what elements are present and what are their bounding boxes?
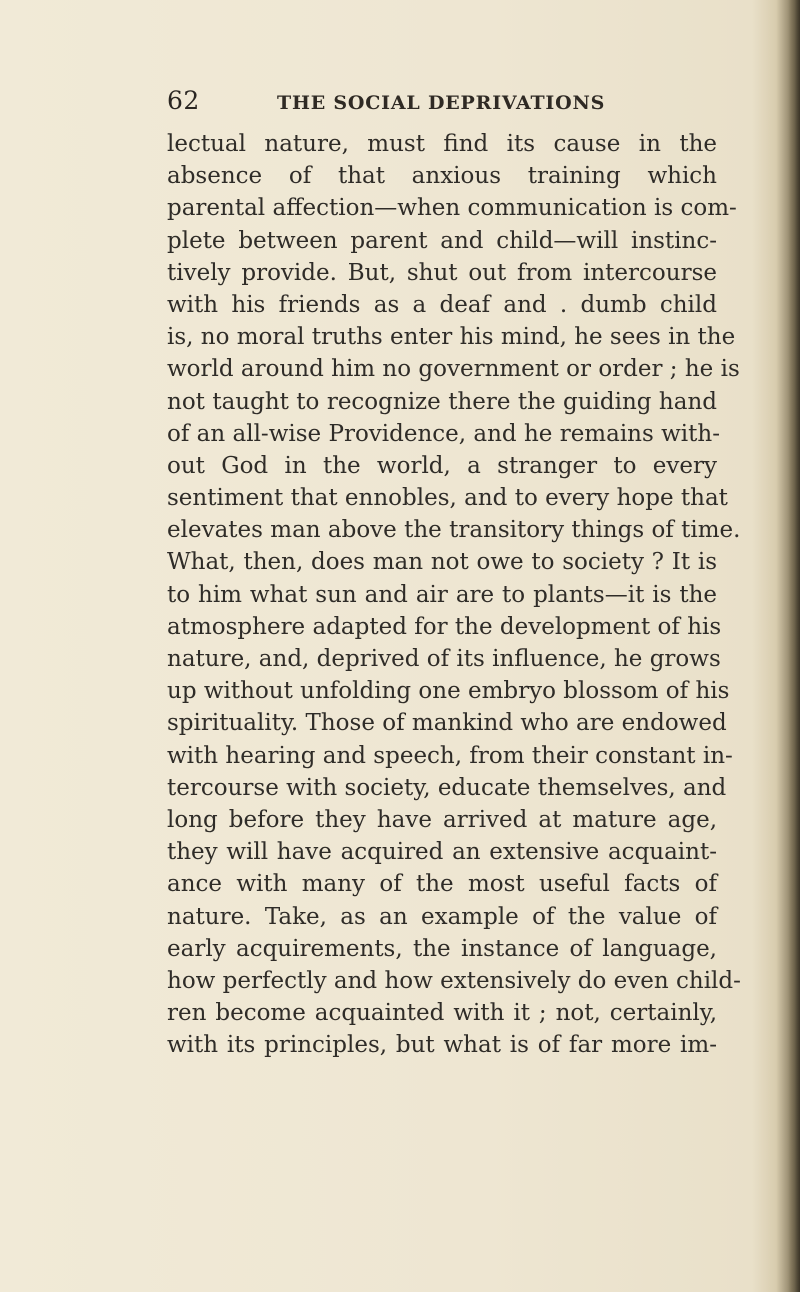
body-text [167,128,741,1061]
text-line: parental affection—when communication is com- [167,195,737,222]
text-line: elevates man above the transitory things of time. [167,517,741,544]
text-line: long before they have arrived at mature age, [167,806,717,833]
text-line: sentiment that ennobles, and to every hope that [167,485,728,512]
running-head: THE SOCIAL DEPRIVATIONS [277,92,606,114]
text-line: nature. Take, as an example of the value of [167,903,717,930]
text-line: of an all-wise Providence, and he remains with- [167,420,720,447]
text-line: plete between parent and child—will instinc- [167,227,717,254]
page-number: 62 [167,86,200,115]
text-line: out God in the world, a stranger to every [167,452,717,479]
text-line: is, no moral truths enter his mind, he sees in the [167,324,736,351]
text-line: atmosphere adapted for the development of his [167,613,722,640]
text-line: with his friends as a deaf and . dumb child [167,291,717,318]
text-line: tively provide. But, shut out from intercourse [167,259,717,286]
text-line: What, then, does man not owe to society ? It is [167,549,717,576]
text-line: to him what sun and air are to plants—it is the [167,581,717,608]
text-line: nature, and, deprived of its influence, he grows [167,646,721,672]
page-header [167,86,637,126]
text-line: they will have acquired an extensive acquaint- [167,839,717,866]
text-line: with hearing and speech, from their constant in- [167,742,733,769]
text-line: absence of that anxious training which [167,163,717,190]
text-line: spirituality. Those of mankind who are endowed [167,710,727,737]
text-line: how perfectly and how extensively do even child- [167,967,741,994]
text-line: tercourse with society, educate themselves, and [167,774,727,801]
page-edge-shadow [788,0,800,1292]
text-line: ance with many of the most useful facts of [167,871,717,898]
text-line: not taught to recognize there the guiding hand [167,388,717,415]
text-line: up without unfolding one embryo blossom of his [167,678,730,705]
text-line: early acquirements, the instance of language, [167,935,717,962]
text-line: world around him no government or order ; he is [167,356,740,383]
text-line: lectual nature, must find its cause in the [167,131,717,157]
text-line: with its principles, but what is of far more im- [167,1032,717,1059]
text-line: ren become acquainted with it ; not, certainly, [167,1000,717,1027]
